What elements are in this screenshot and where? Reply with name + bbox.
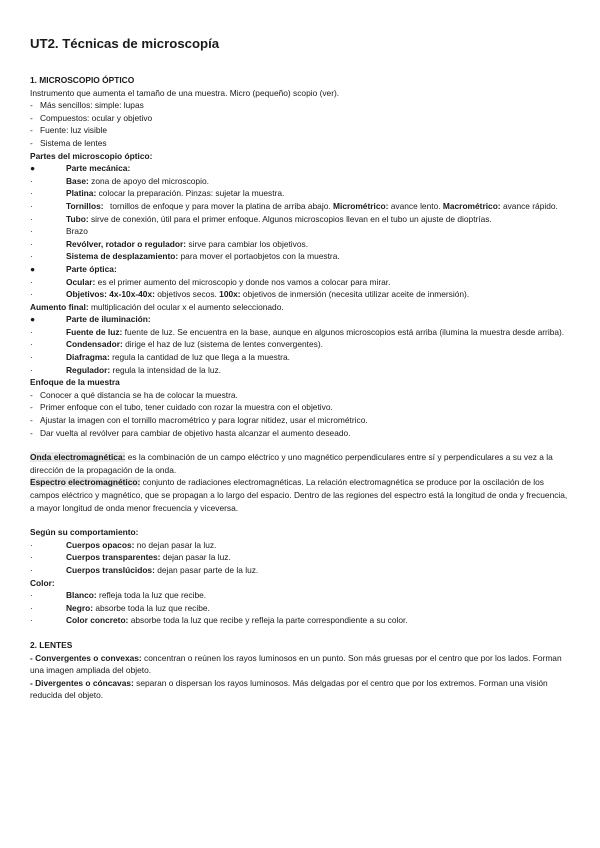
section-heading-microscopio: 1. MICROSCOPIO ÓPTICO <box>30 75 135 85</box>
part-optica-heading: ● Parte óptica: <box>30 263 117 274</box>
item-text: Compuestos: ocular y objetivo <box>40 112 153 123</box>
optical-parts-list <box>30 276 570 289</box>
item-text: Conocer a qué distancia se ha de colocar la muestra. <box>40 389 238 400</box>
item-text: zona de apoyo del microscopio. <box>91 175 209 186</box>
item-label: Blanco: <box>66 590 97 601</box>
list-item <box>30 326 570 339</box>
item-text: dejan pasar la luz. <box>162 552 231 563</box>
item-text: regula la cantidad de luz que llega a la muestra. <box>112 352 290 363</box>
list-bullet: · <box>30 364 33 375</box>
tornillos-text: tornillos de enfoque y para mover la platina de arriba abajo. Micrométrico: avance lento. Macrométrico: avance rápido. <box>110 200 558 211</box>
item-label: Regulador: <box>66 364 111 375</box>
item-text: Sistema de lentes <box>40 137 107 148</box>
item-text: es el primer aumento del microscopio y donde nos vamos a colocar para mirar. <box>97 276 391 287</box>
list-bullet: - <box>30 402 33 413</box>
item-label: Revólver, rotador o regulador: <box>66 238 187 249</box>
item-label: Platina: <box>66 188 97 199</box>
list-bullet: · <box>30 238 33 249</box>
list-bullet: · <box>30 590 33 601</box>
onda-paragraph: Onda electromagnética: es la combinación de un campo eléctrico y uno magnético perpendiculares entre sí y perpendiculares a su vez a la dirección de la propagación de la onda. <box>30 452 553 475</box>
item-label: Condensador: <box>66 339 123 350</box>
item-text: fuente de luz. Se encuentra en la base, aunque en algunos microscopios está arriba (ilumina la muestra desde arriba). <box>124 326 565 337</box>
list-bullet: - <box>30 112 33 123</box>
item-text: sirve para cambiar los objetivos. <box>188 238 309 249</box>
list-bullet: - <box>30 100 33 111</box>
list-bullet: · <box>30 276 33 287</box>
divergentes-paragraph: - Divergentes o cóncavas: separan o dispersan los rayos luminosos. Más delgadas por el centro que por los extremos. Forman una visión reducida del objeto. <box>30 677 548 701</box>
enfoque-steps-list <box>30 389 570 439</box>
aumento-final: Aumento final: multiplicación del ocular x el aumento seleccionado. <box>30 301 284 312</box>
item-label: Diafragma: <box>66 352 110 363</box>
item-text: para mover el portaobjetos con la muestra. <box>180 251 340 262</box>
item-text: regula la intensidad de la luz. <box>112 364 222 375</box>
list-item <box>30 187 570 200</box>
intro-paragraph: Instrumento que aumenta el tamaño de una muestra. Micro (pequeño) scopio (ver). <box>30 87 340 98</box>
list-item <box>30 564 570 577</box>
color-list <box>30 589 570 627</box>
list-item <box>30 238 570 251</box>
list-item <box>30 99 570 112</box>
list-item <box>30 112 570 125</box>
item-text: Más sencillos: simple: lupas <box>40 100 144 111</box>
list-item <box>30 137 570 150</box>
item-text: Primer enfoque con el tubo, tener cuidado con rozar la muestra con el objetivo. <box>40 402 333 413</box>
item-label: Negro: <box>66 602 93 613</box>
item-text: no dejan pasar la luz. <box>136 539 217 550</box>
list-item <box>30 213 570 226</box>
item-text: Brazo <box>66 226 88 237</box>
item-text: dirige el haz de luz (sistema de lentes convergentes). <box>125 339 323 350</box>
espectro-paragraph: Espectro electromagnético: conjunto de radiaciones electromagnéticas. La relación electromagnética se produce por la oscilación de los campos eléctrico y magnético, que se propagan a lo largo del espacio. Dentro de las regiones del espectro está la longitud de onda y frecuencia, a mayor longitud de onda menor frecuencia y viceversa. <box>30 477 568 513</box>
list-bullet: · <box>30 175 33 186</box>
illumination-parts-list <box>30 326 570 376</box>
item-text: Fuente: luz visible <box>40 125 108 136</box>
item-label: Color concreto: <box>66 615 129 626</box>
enfoque-heading: Enfoque de la muestra <box>30 377 120 388</box>
comportamiento-list <box>30 539 570 577</box>
item-text: absorbe toda la luz que recibe y refleja la parte correspondiente a su color. <box>130 615 408 626</box>
part-iluminacion-heading: ● Parte de iluminación: <box>30 314 151 325</box>
list-bullet: · <box>30 326 33 337</box>
list-bullet: · <box>30 352 33 363</box>
list-item <box>30 414 570 427</box>
list-item <box>30 338 570 351</box>
color-heading: Color: <box>30 577 55 588</box>
item-label: Base: <box>66 175 89 186</box>
comportamiento-heading: Según su comportamiento: <box>30 527 139 538</box>
item-text: Ajustar la imagen con el tornillo macrométrico y para lograr nitidez, usar el micrométrico. <box>40 415 368 426</box>
list-item <box>30 539 570 552</box>
item-label: Ocular: <box>66 276 96 287</box>
item-label: Cuerpos transparentes: <box>66 552 161 563</box>
list-bullet: · <box>30 552 33 563</box>
list-bullet: · <box>30 602 33 613</box>
list-bullet: - <box>30 427 33 438</box>
tornillos-item: · Tornillos: <box>30 200 104 211</box>
list-item <box>30 225 570 238</box>
list-bullet: · <box>30 339 33 350</box>
list-bullet: · <box>30 615 33 626</box>
list-item <box>30 175 570 188</box>
list-bullet: · <box>30 226 33 237</box>
item-label: Fuente de luz: <box>66 326 123 337</box>
list-bullet: - <box>30 137 33 148</box>
item-label: Tubo: <box>66 213 89 224</box>
list-bullet: · <box>30 251 33 262</box>
objetivos-item: · Objetivos: 4x-10x-40x: objetivos secos. 100x: objetivos de inmersión (necesita utilizar aceite de inmersión). <box>30 289 470 300</box>
list-item <box>30 351 570 364</box>
convergentes-paragraph: - Convergentes o convexas: concentran o reúnen los rayos luminosos en un punto. Son más gruesas por el centro que por los lados. Forman una imagen ampliada del objeto. <box>30 652 562 676</box>
item-label: Sistema de desplazamiento: <box>66 251 179 262</box>
list-item <box>30 589 570 602</box>
list-item <box>30 551 570 564</box>
item-label: Cuerpos opacos: <box>66 539 135 550</box>
list-item <box>30 364 570 377</box>
section-heading-lentes: 2. LENTES <box>30 639 73 650</box>
item-label: Cuerpos translúcidos: <box>66 564 155 575</box>
item-text: dejan pasar parte de la luz. <box>157 564 259 575</box>
list-bullet: · <box>30 188 33 199</box>
item-text: colocar la preparación. Pinzas: sujetar la muestra. <box>98 188 285 199</box>
list-item <box>30 614 570 627</box>
item-text: Dar vuelta al revólver para cambiar de objetivo hasta alcanzar el aumento deseado. <box>40 427 351 438</box>
list-bullet: - <box>30 415 33 426</box>
item-text: absorbe toda la luz que recibe. <box>95 602 210 613</box>
list-item <box>30 276 570 289</box>
list-bullet: - <box>30 125 33 136</box>
list-item <box>30 250 570 263</box>
list-item <box>30 602 570 615</box>
list-bullet: - <box>30 389 33 400</box>
list-item <box>30 427 570 440</box>
list-bullet: · <box>30 213 33 224</box>
list-item <box>30 124 570 137</box>
list-bullet: · <box>30 539 33 550</box>
mechanical-parts-list-2 <box>30 213 570 263</box>
list-bullet: · <box>30 564 33 575</box>
list-item <box>30 389 570 402</box>
item-text: sirve de conexión, útil para el primer enfoque. Algunos microscopios llevan en el tubo un ajuste de dioptrías. <box>90 213 492 224</box>
list-item <box>30 401 570 414</box>
page-title: UT2. Técnicas de microscopía <box>30 36 220 51</box>
parts-heading: Partes del microscopio óptico: <box>30 150 153 161</box>
part-mecanica-heading: ● Parte mecánica: <box>30 163 131 174</box>
microscope-types-list <box>30 99 570 149</box>
mechanical-parts-list <box>30 175 570 200</box>
item-text: refleja toda la luz que recibe. <box>99 590 207 601</box>
